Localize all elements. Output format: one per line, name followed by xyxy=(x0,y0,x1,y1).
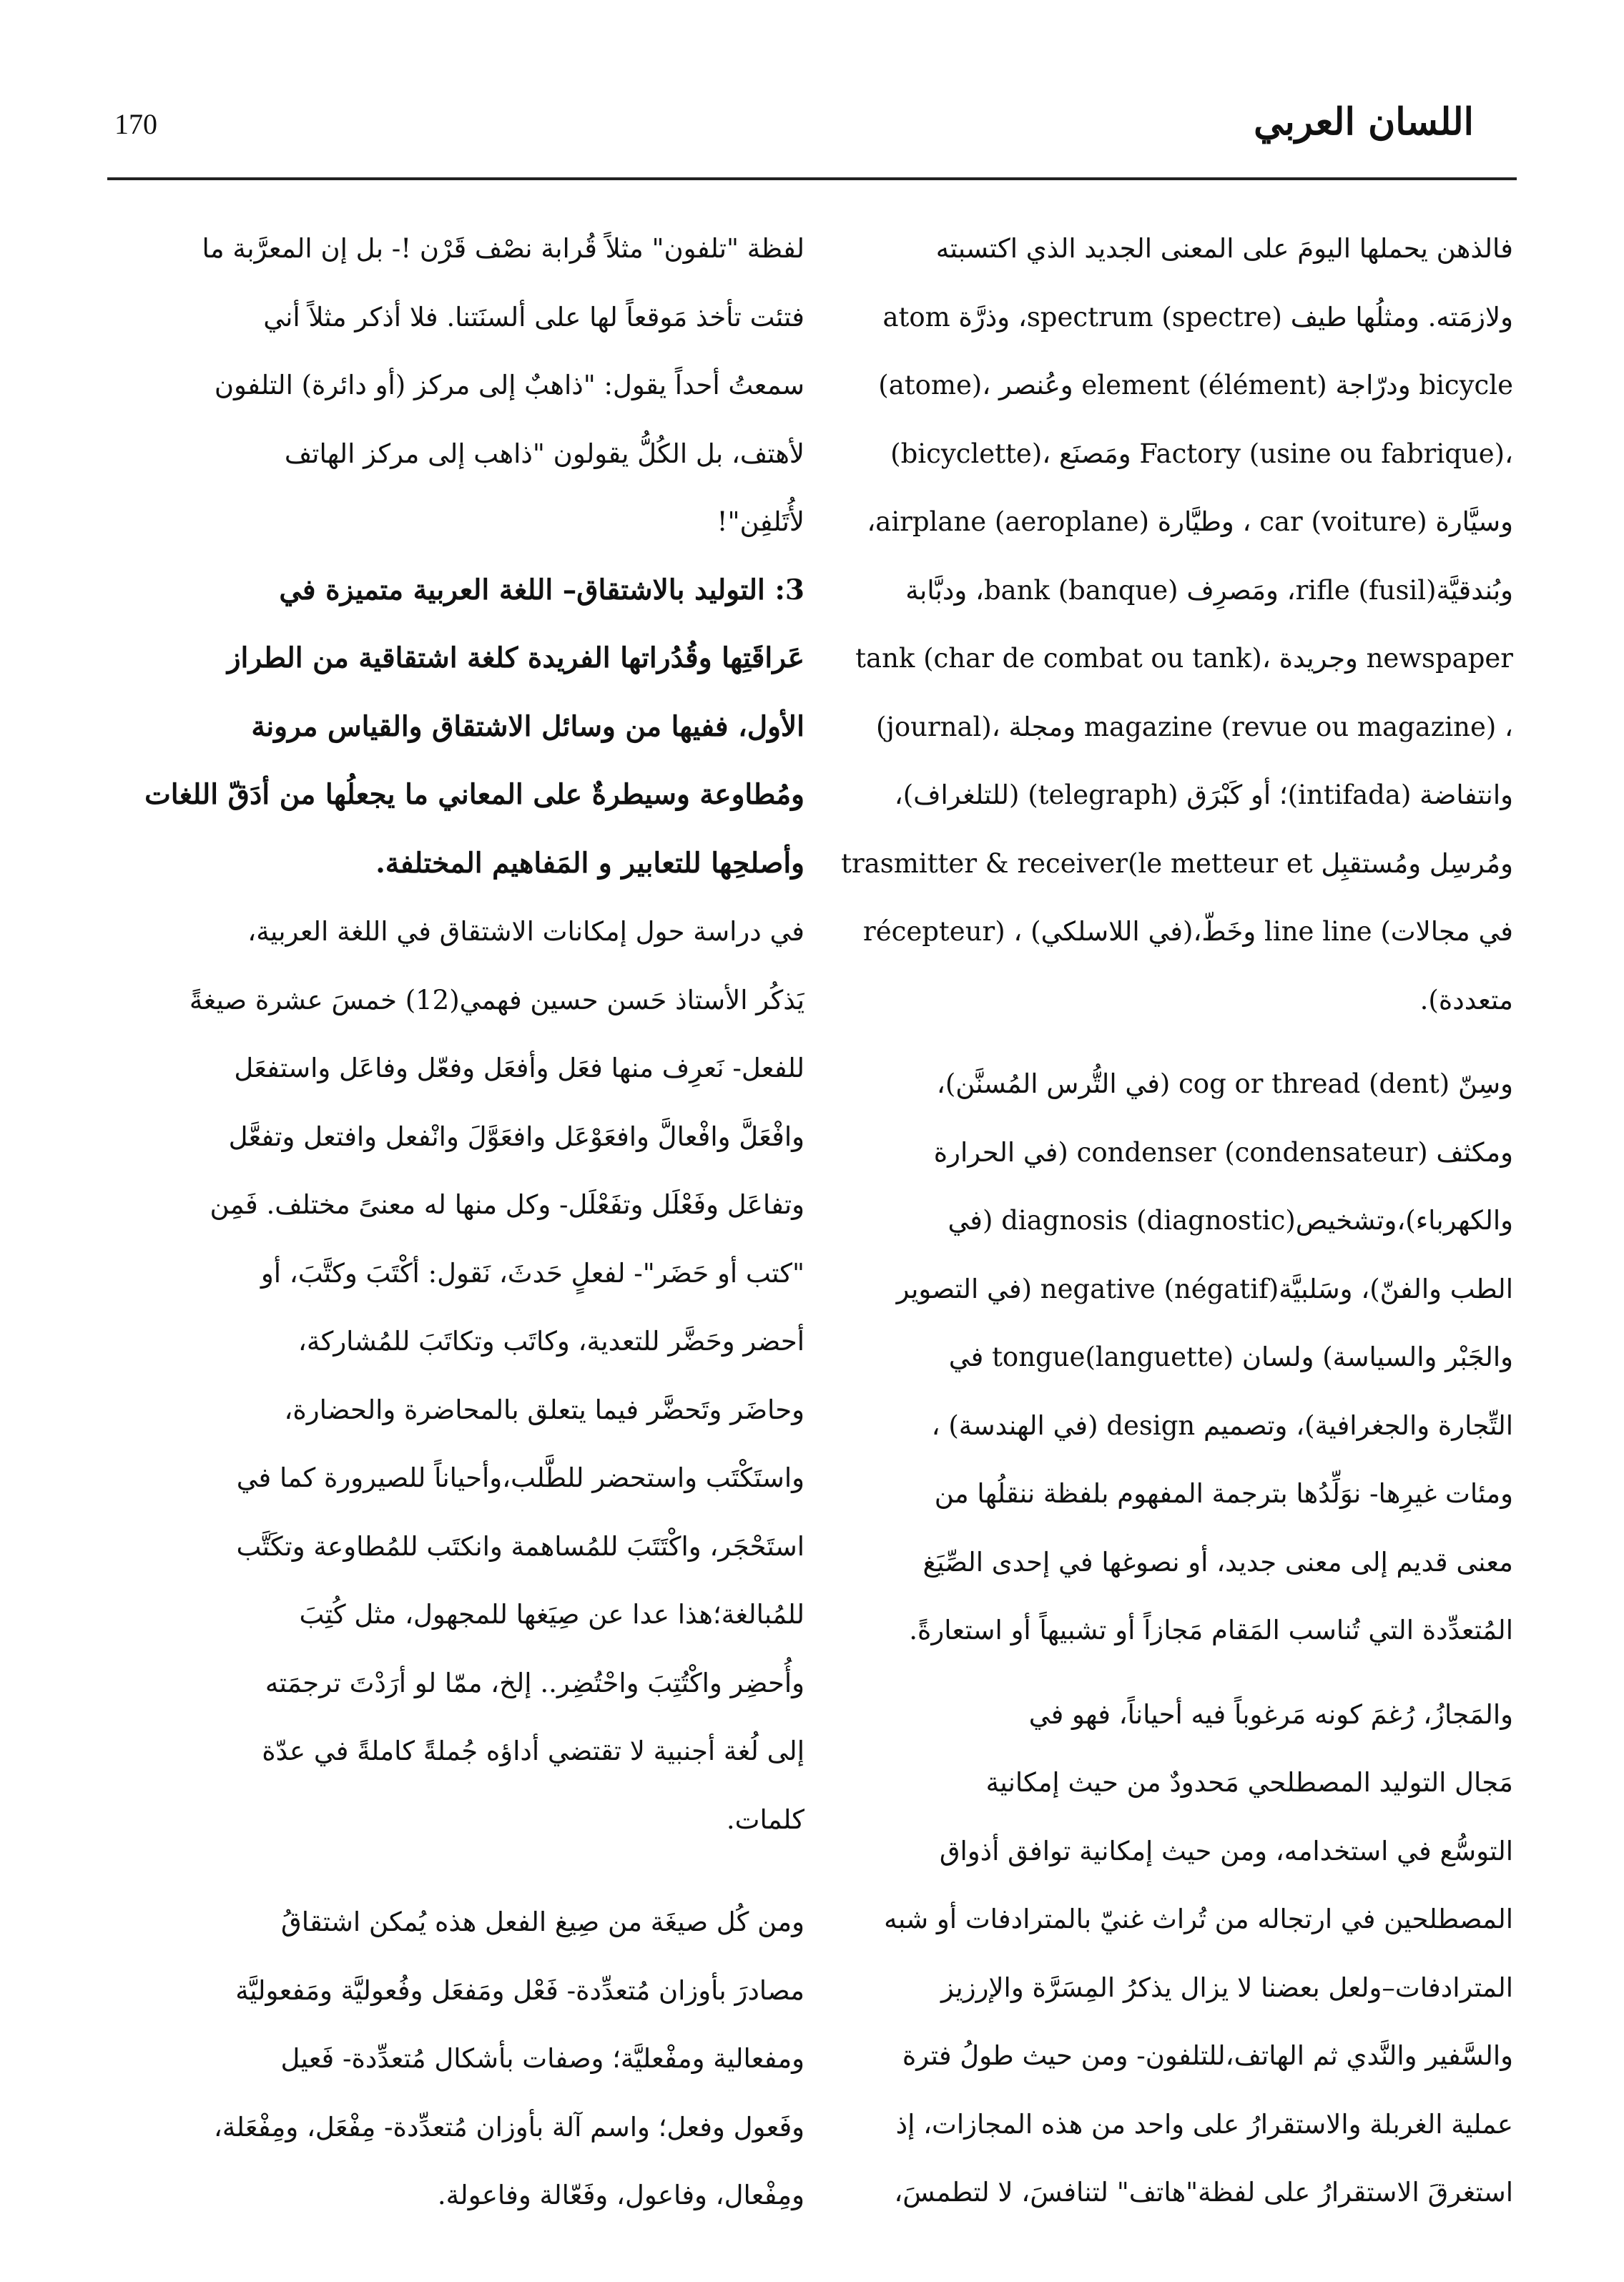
text-line: الطب والفنّ)، وسَلبيَّة(negative (négatif (في التصوير xyxy=(896,1273,1513,1304)
right-column xyxy=(820,215,1513,2227)
text-line: مصادرَ بأوزان مُتعدِّدة- فَعْل ومَفعَل وفُعوليَّة ومَفعوليَّة xyxy=(235,1974,804,2006)
text-line: والسَّفير والنَّدي ثم الهاتف،للتلفون- ومن حيث طولُ فترة xyxy=(902,2040,1513,2071)
text-line: فتئت تأخذ مَوقعاً لها على ألسنَتنا. فلا أذكر مثلاً أني xyxy=(263,301,804,333)
text-line: أحضر وحَضَّر للتعدية، وكاتَب وتكاتَبَ للمُشاركة، xyxy=(297,1326,804,1357)
left-column xyxy=(111,215,804,2230)
paragraph-telephone xyxy=(111,215,804,556)
text-line: استَحْجَر، واكْتَتَبَ للمُساهمة وانكتَب للمُطاوعة وتكَتَّب xyxy=(236,1530,804,1562)
text-line: 3: التوليد بالاشتقاق– اللغة العربية متميزة في xyxy=(279,573,804,606)
text-line: ومُطاوعة وسيطرةٌ على المعاني ما يجعلُها من أدَقّ اللغات xyxy=(144,778,804,811)
text-line: وحاضَر وتَحضَّر فيما يتعلق بالمحاضرة والحضارة، xyxy=(284,1394,804,1425)
text-line: كلمات. xyxy=(726,1804,804,1835)
text-line: استغرقَ الاستقرارُ على لفظة"هاتف" لتنافسَ، لا لتطمسَ، xyxy=(894,2177,1513,2208)
text-line: واستَكْتَب واستحضر للطَّلب،وأحياناً للصيرورة كما في xyxy=(236,1462,804,1493)
text-line: وأصلحِها للتعابير و المَفاهيم المختلفة. xyxy=(375,846,804,880)
text-line: إلى لُغة أجنبية لا تقتضي أداؤه جُملةً كاملةً في عدّة xyxy=(262,1736,804,1766)
text-line: tank (char de combat ou tank)، وجريدة newspaper xyxy=(855,643,1513,674)
paragraph-examples xyxy=(820,1050,1513,1665)
text-line: متعددة). xyxy=(1419,984,1513,1015)
text-line: وافْعَلَّ وافْعالَّ وافعَوْعَل وافعَوَّلَ وانْفعل وافتعل وتفعَّل xyxy=(228,1121,804,1152)
text-line: سمعتُ أحداً يقول: "ذاهبٌ إلى مركز (أو دائرة) التلفون xyxy=(214,370,804,400)
text-line: المترادفات–ولعل بعضنا لا يزال يذكرُ المِسَرَّة والإرزيز xyxy=(941,1972,1513,2003)
text-line: مَجال التوليد المصطلحي مَحدودٌ من حيث إمكانية xyxy=(985,1767,1513,1798)
page-number: 170 xyxy=(114,108,157,140)
section-heading-derivation xyxy=(111,556,804,898)
header-divider xyxy=(107,177,1517,180)
text-line: للفعل- نَعرِف منها فعَل وأفعَل وفعّل وفاعَل واستفعَل xyxy=(234,1053,804,1083)
paragraph-metaphor xyxy=(820,1681,1513,2227)
text-line: وبُندقيَّة(rifle (fusil، ومَصرِف bank (banque)، ودبَّابة xyxy=(905,574,1513,606)
text-line: لفظة "تلفون" مثلاً قُرابة نصْف قَرْن !- بل إن المعرَّبة ما xyxy=(202,233,804,264)
text-line: وسيَّارة car (voiture) ، وطيَّارة airplane (aeroplane)، xyxy=(867,506,1513,537)
text-line: (journal)، ومجلة magazine (revue ou magazine) ، xyxy=(875,711,1513,742)
text-line: المصطلحين في ارتجاله من تُراث غنيّ بالمترادفات أو شبه xyxy=(884,1904,1513,1934)
text-line: فالذهن يحملها اليومَ على المعنى الجديد الذي اكتسبته xyxy=(935,233,1513,264)
text-line: التِّجارة والجغرافية)، وتصميم design (في الهندسة) ، xyxy=(931,1410,1513,1441)
text-line: التوسُّع في استخدامه، ومن حيث إمكانية توافق أذواق xyxy=(939,1835,1513,1867)
text-line: وأُحضِر واكْتُتِبَ واحْتُضِر.. إلخ، ممّا لو أرَدْتَ ترجمَته xyxy=(265,1667,804,1698)
text-line: للمُبالغة؛هذا عدا عن صِيَغها للمجهول، مثل كُتِبَ xyxy=(299,1599,804,1630)
text-line: récepteur) ، (في اللاسلكي)،وخَطّ line line (في مجالات xyxy=(863,916,1513,947)
text-line: ومِفْعال، وفاعول، وفَعّالة وفاعولة. xyxy=(437,2180,804,2210)
text-line: والجَبْر والسياسة) ولسان tongue(languette) في xyxy=(948,1342,1513,1372)
text-line: ومُرسِل ومُستقبِل trasmitter & receiver(le metteur et xyxy=(841,847,1513,879)
text-line: وتفاعَل وفَعْلَل وتفَعْلَل- وكل منها له معنىً مختلف. فَمِن xyxy=(210,1189,804,1220)
text-line: والكهرباء)،وتشخيص(diagnosis (diagnostic (في xyxy=(948,1205,1513,1236)
text-line: ومن كُل صيغَة من صِيغ الفعل هذه يُمكن اشتقاقُ xyxy=(281,1907,804,1937)
text-line: والمَجازُ، رُغمَ كونه مَرغوباً فيه أحياناً، فهو في xyxy=(1028,1698,1513,1730)
paragraph-noun-patterns xyxy=(111,1888,804,2230)
text-line: لأهتف، بل الكُلُّ يقولون "ذاهب إلى مركز الهاتف xyxy=(284,438,804,469)
text-line: (bicyclette)، ومَصنَع Factory (usine ou fabrique)، xyxy=(890,438,1513,469)
text-line: ومئات غيرِها- نوَلِّدُها بترجمة المفهوم بلفظة ننقلُها من xyxy=(934,1478,1513,1509)
text-line: عملية الغربلة والاستقرارُ على واحد من هذه المجازات، إذ xyxy=(895,2108,1513,2140)
text-line: ومفعالية ومفْعليَّة؛ وصفات بأشكال مُتعدِّدة- فَعيل xyxy=(280,2043,804,2074)
text-line: معنى قديم إلى معنى جديد، أو نصوغها في إحدى الصِّيَغ xyxy=(922,1546,1513,1578)
paragraph-loanwords xyxy=(820,215,1513,1034)
text-line: ومكثف condenser (condensateur) (في الحرارة xyxy=(933,1136,1513,1168)
paragraph-verb-forms xyxy=(111,897,804,1854)
journal-logo: اللسان العربي xyxy=(1254,100,1474,144)
text-line: في دراسة حول إمكانات الاشتقاق في اللغة العربية، xyxy=(247,916,804,947)
text-line: يَذكُر الأستاذ حَسن حسين فهمي(12) خمسَ عشرة صيغةً xyxy=(189,984,804,1015)
text-line: لأُتَلفِن"! xyxy=(717,506,804,537)
text-line: ولازمَته. ومثلُها طيف spectrum (spectre)، وذرَّة atom xyxy=(882,301,1513,333)
text-line: وسِنّ (dent) cog or thread (في التُّرس المُسنَّن)، xyxy=(936,1068,1513,1099)
text-line: المُتعدِّدة التي تُناسب المَقام مَجازاً أو تشبيهاً أو استعارةً. xyxy=(909,1615,1513,1646)
text-line: وانتفاضة (intifada)؛ أو كَبْرَق (telegraph) (للتلغراف)، xyxy=(894,779,1513,810)
text-line: وفَعول وفعل؛ واسم آلة بأوزان مُتعدِّدة- مِفْعَل، ومِفْعَلة، xyxy=(213,2111,804,2143)
text-line: عَراقَتِها وقُدُراتها الفريدة كلغة اشتقاقية من الطراز xyxy=(227,641,804,674)
text-line: "كتب أو حَضَر"- لفعلٍ حَدثَ، نَقول: أكْتَبَ وكتَّبَ، أو xyxy=(260,1257,804,1289)
text-line: (atome)، وعُنصر element (élément) ودرّاجة bicycle xyxy=(878,370,1513,400)
text-line: الأول، ففيها من وسائل الاشتقاق والقياس مرونة xyxy=(251,709,804,743)
